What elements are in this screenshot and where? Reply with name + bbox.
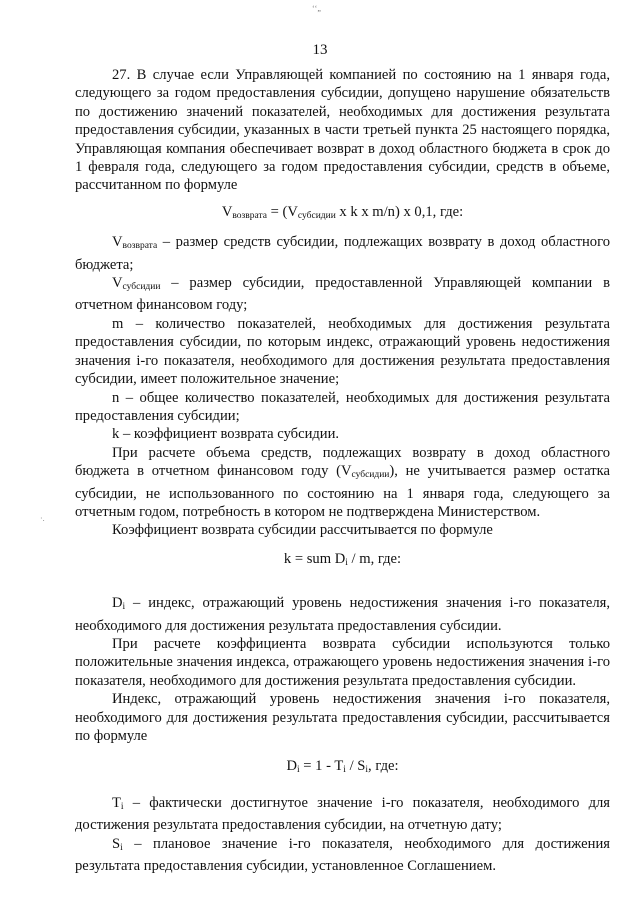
definition-text: – размер субсидии, предоставленной Управляющей компании в отчетном финансовом году; [75, 275, 610, 314]
definition-v-subsidii [75, 274, 610, 315]
symbol-subscript: субсидии [351, 470, 390, 481]
formula-subscript: i [345, 557, 348, 568]
symbol-subscript: i [122, 602, 126, 613]
symbol: V [112, 234, 123, 251]
formula-subscript: i [343, 765, 346, 776]
definition-k: k – коэффициент возврата субсидии. [112, 426, 340, 443]
formula-text: k = sum D [283, 550, 346, 567]
definition-si [75, 835, 610, 876]
page-number: 13 [312, 42, 328, 58]
formula-subscript: i [297, 765, 300, 776]
definition-text: – индекс, отражающий уровень недостижения значения i-го показателя, необходимого для достижения результата предоставления субсидии. [75, 595, 610, 634]
formula-k [75, 540, 610, 582]
definition-m: m – количество показателей, необходимых для достижения результата предоставления субсидии, по которым индекс, отражающий уровень недостижения значения i-го показателя, необходимого для достижения результата предоставления субсидии, имеет положительное значение; [75, 315, 610, 388]
scan-artifact-mark: ʻ‘„ [312, 4, 321, 13]
paragraph-index: Индекс, отражающий уровень недостижения значения i-го показателя, необходимого для достижения результата предоставления субсидии, рассчитывается по формуле [75, 691, 610, 744]
symbol-subscript: i [120, 842, 123, 853]
symbol: T [112, 794, 121, 811]
paragraph-coefficient-calc: При расчете коэффициента возврата субсидии используются только положительные значения индекса, отражающего уровень недостижения значения i-го показателя, необходимого для достижения результата предоставления субсидии. [75, 635, 610, 689]
formula-text: x k x m/n) x 0,1, где: [335, 203, 464, 220]
margin-artifact-mark: ·. [40, 514, 45, 523]
symbol: D [112, 595, 123, 612]
symbol: S [112, 835, 121, 852]
formula-subscript: субсидии [297, 210, 336, 221]
formula-subscript: i [365, 765, 369, 776]
formula-text: D [286, 758, 297, 775]
formula-di [75, 745, 610, 793]
paragraph-coefficient: Коэффициент возврата субсидии рассчитывается по формуле [112, 522, 493, 539]
definition-text: – размер средств субсидии, подлежащих возврату в доход областного бюджета; [75, 234, 610, 273]
formula-text: / S [345, 758, 366, 775]
paragraph-27: 27. В случае если Управляющей компанией по состоянию на 1 января года, следующего за годом предоставления субсидии, допущено нарушение обязательств по достижению значений показателей, необходимых для достижения результата предоставления субсидии, указанных в части третьей пункта 25 настоящего порядка, Управляющая компания обеспечивает возврат в доход областного бюджета в срок до 1 февраля года, следующего за годом предоставления субсидии, средств в объеме, рассчитанном по формуле [75, 67, 610, 194]
definition-text: – плановое значение i-го показателя, необходимого для достижения результата предоставления субсидии, установленное Соглашением. [75, 835, 610, 875]
paragraph-calculation [75, 444, 610, 522]
definition-ti [75, 794, 610, 835]
formula-subscript: возврата [232, 210, 267, 221]
paragraph-text: При расчете объема средств, подлежащих возврату в доход областного бюджета в отчетном финансовом году (V [75, 444, 610, 480]
formula-text: V [221, 203, 233, 220]
symbol-subscript: i [120, 801, 124, 812]
symbol: V [112, 275, 123, 292]
paragraph-text: ), не учитывается размер остатка субсидии, не использованного по состоянию на 1 января года, следующего за отчетным годом, потребность в котором не подтверждена Министерством. [75, 463, 610, 520]
formula-text: / m, где: [347, 550, 402, 567]
symbol-subscript: возврата [122, 241, 158, 252]
symbol-subscript: субсидии [122, 282, 161, 293]
definition-text: – фактически достигнутое значение i-го показателя, необходимого для достижения результата предоставления субсидии, на отчетную дату; [75, 794, 610, 834]
formula-text: = 1 - T [299, 758, 344, 775]
formula-text: = (V [266, 203, 298, 220]
formula-v-vozvrata [75, 195, 610, 233]
formula-text: , где: [368, 758, 399, 775]
definition-v-vozvrata [75, 233, 610, 274]
document-body [75, 66, 610, 875]
definition-n: n – общее количество показателей, необходимых для достижения результата предоставления субсидии; [75, 389, 610, 424]
definition-di [75, 594, 610, 635]
